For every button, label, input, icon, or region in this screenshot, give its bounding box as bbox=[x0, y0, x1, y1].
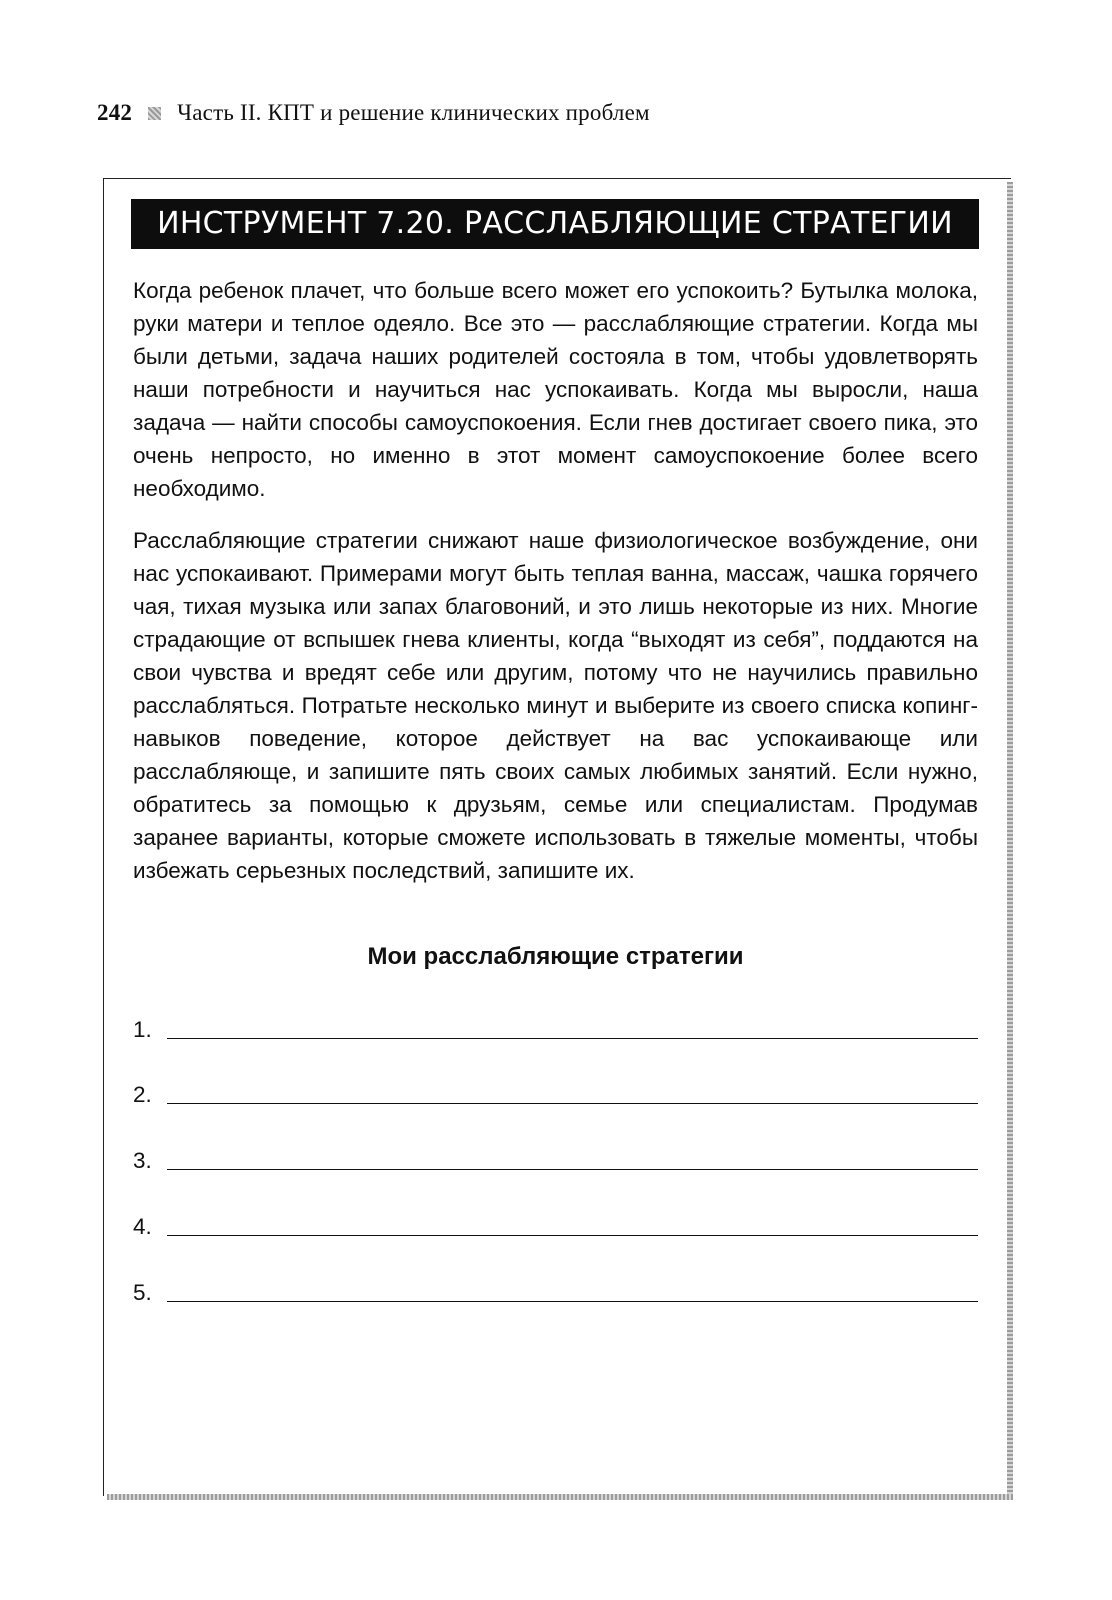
entry-blank-line[interactable] bbox=[167, 1145, 978, 1170]
strategy-entry-4 bbox=[133, 1207, 978, 1241]
separator-square-icon bbox=[148, 107, 161, 120]
page-number: 242 bbox=[97, 100, 133, 125]
entry-blank-line[interactable] bbox=[167, 1079, 978, 1104]
instructions-paragraph: Расслабляющие стратегии снижают наше физиологическое возбуждение, они нас успокаивают. Примерами могут быть теплая ванна, массаж, чашка горячего чая, тихая музыка или запах благовоний, и это лишь некоторые из них. Многие страдающие от вспышек гнева клиенты, когда “выходят из себя”, поддаются на свои чувства и вредят себе или другим, потому что не научились правильно расслабляться. Потратьте несколько минут и выберите из своего списка копинг-навыков поведение, которое действует на вас успокаивающе или расслабляюще, и запишите пять своих самых любимых занятий. Если нужно, обратитесь за помощью к друзьям, семье или специалистам. Продумав заранее варианты, которые сможете использовать в тяжелые моменты, чтобы избежать серьезных последствий, запишите их. bbox=[133, 528, 978, 883]
entry-number: 3. bbox=[133, 1148, 152, 1173]
entry-number: 4. bbox=[133, 1214, 152, 1239]
worksheet-title: Мои расслабляющие стратегии bbox=[367, 943, 744, 970]
strategy-entry-2 bbox=[133, 1075, 978, 1109]
entry-blank-line[interactable] bbox=[167, 1014, 978, 1039]
entry-number: 2. bbox=[133, 1082, 152, 1107]
running-head bbox=[97, 100, 650, 126]
strategy-entry-3 bbox=[133, 1141, 978, 1175]
strategy-entry-5 bbox=[133, 1273, 978, 1307]
tool-banner-title: ИНСТРУМЕНТ 7.20. РАССЛАБЛЯЮЩИЕ СТРАТЕГИИ bbox=[131, 199, 979, 249]
entry-blank-line[interactable] bbox=[167, 1211, 978, 1236]
entry-blank-line[interactable] bbox=[167, 1277, 978, 1302]
strategy-entry-1 bbox=[133, 1010, 978, 1044]
entry-number: 5. bbox=[133, 1280, 152, 1305]
intro-paragraph: Когда ребенок плачет, что больше всего может его успокоить? Бутылка молока, руки матери и теплое одеяло. Все это — расслабляющие стратегии. Когда мы были детьми, задача наших родителей состояла в том, чтобы удовлетворять наши потребности и научиться нас успокаивать. Когда мы выросли, наша задача — найти способы самоуспокоения. Если гнев достигает своего пика, это очень непросто, но именно в этот момент самоуспокоение более всего необходимо. bbox=[133, 278, 978, 501]
frame-shadow-right bbox=[1007, 182, 1013, 1500]
frame-shadow-bottom bbox=[107, 1494, 1013, 1500]
section-title: Часть II. КПТ и решение клинических проблем bbox=[177, 100, 650, 125]
entry-number: 1. bbox=[133, 1017, 152, 1042]
